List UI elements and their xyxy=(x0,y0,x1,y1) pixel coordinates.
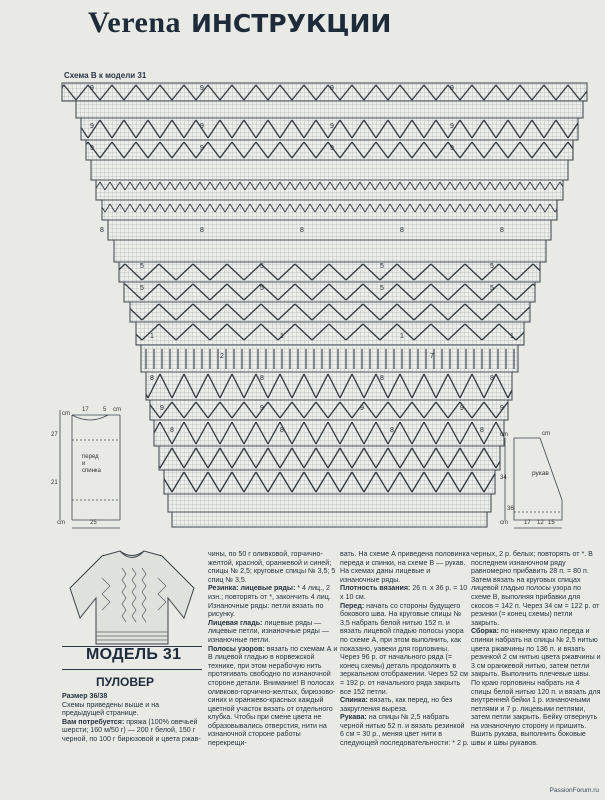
paragraph-heading: Перед: xyxy=(340,601,365,610)
band-number: 8 xyxy=(200,227,204,234)
band-number: 8 xyxy=(490,375,494,382)
band-number: 9 xyxy=(260,405,264,412)
dim-17-sleeve: 17 xyxy=(524,520,531,526)
band-number: 5 xyxy=(260,263,264,270)
band-number: 9 xyxy=(330,85,334,92)
band-number: 5 xyxy=(380,263,384,270)
band-number: 8 xyxy=(100,227,104,234)
dim-15: 15 xyxy=(548,520,555,526)
band-number: 8 xyxy=(480,427,484,434)
brand-logo: Verena xyxy=(88,6,181,39)
paragraph xyxy=(471,627,601,747)
watermark: PassionForum.ru xyxy=(549,787,599,794)
dim-12: 12 xyxy=(537,520,544,526)
dim-5: 5 xyxy=(103,407,107,413)
band-number: 8 xyxy=(150,375,154,382)
band-number: 8 xyxy=(300,227,304,234)
dim-cm-s3: cm xyxy=(500,432,508,438)
band-number: 9 xyxy=(90,85,94,92)
paragraph-heading: Рукава: xyxy=(340,713,367,722)
dim-17: 17 xyxy=(82,407,89,413)
paragraph-body: на спицы № 2,5 набрать черной нитью 52 п. и вязать резинкой 6 см = 30 р., меняя цвет нити в следующей последовательности: * 2 р. xyxy=(340,713,469,748)
dim-cm-left: cm xyxy=(57,520,65,526)
band-number: 8 xyxy=(390,427,394,434)
paragraph-body: черных, 2 р. белых; повторять от *. В последнем изнаночном ряду равномерно прибавить 28 п. = 80 п. Затем вязать на круговых спицах лицевой гладью полосы узора по схеме В, выполняя прибавки для скосов = 142 п. Через 34 см = 122 р. от резинки (= конец схемы) петли закрыть. xyxy=(471,550,600,627)
paragraph-heading: Сборка: xyxy=(471,627,499,636)
band-number: 1 xyxy=(510,333,514,340)
band-number: 8 xyxy=(400,227,404,234)
paragraph xyxy=(208,645,338,748)
band-number: 9 xyxy=(90,145,94,152)
band-number: 8 xyxy=(500,227,504,234)
paragraph xyxy=(62,701,202,718)
band-number: 5 xyxy=(490,285,494,292)
model-rule-2 xyxy=(62,669,202,670)
dim-25: 25 xyxy=(90,520,97,526)
band-number: 9 xyxy=(90,123,94,130)
schema-label: Схема В к модели 31 xyxy=(64,71,147,80)
band-number: 1 xyxy=(280,333,284,340)
band-number: 8 xyxy=(380,375,384,382)
paragraph xyxy=(208,619,338,645)
band-number: 9 xyxy=(460,405,464,412)
paragraph-body: лицевые ряды — лицевые петли, изнаночные ряды — изнаночные петли. xyxy=(208,618,329,644)
paragraph-body: пряжа (100% овечьей шерсти; 160 м/50 г) — 200 г белой, 150 г черной, по 100 г бирюзовой и цвета ржав- xyxy=(62,717,201,743)
section-title: ИНСТРУКЦИИ xyxy=(191,9,392,38)
band-number: 7 xyxy=(430,353,434,360)
paragraph xyxy=(62,692,202,701)
paragraph-body: вязать, как перед, но без закругления выреза. xyxy=(340,696,453,713)
paragraph xyxy=(208,550,338,584)
text-column-3 xyxy=(340,550,470,748)
garment-title: ПУЛОВЕР xyxy=(96,675,155,689)
band-number: 9 xyxy=(330,123,334,130)
paragraph-heading: Полосы узоров: xyxy=(208,644,265,653)
band-number: 5 xyxy=(490,263,494,270)
paragraph-heading: Плотность вязания: xyxy=(340,584,411,593)
paragraph-body: вязать по схемам А и В лицевой гладью в норвежской технике, при этом нерабочую нить протягивать свободно по изнаночной стороне детали. Внимание! В полосах оливково-горчично-желтых, бирюзово-синих и оранжево-красных каждый цветной участок вязать от отдельного клубка. Чтобы при смене цвета не образовывались отверстия, нити на изнаночной стороне работы перекрещи- xyxy=(208,644,338,748)
paragraph-body: * 4 лиц., 2 изн.; повторять от *, закончить 4 лиц. Изнаночные ряды: петли вязать по рисунку. xyxy=(208,584,331,619)
band-number: 1 xyxy=(150,333,154,340)
dim-cm-left2: cm xyxy=(62,411,70,417)
paragraph-body: 26 п. х 36 р. = 10 х 10 см. xyxy=(340,584,468,601)
sleeve-diagram xyxy=(505,438,562,528)
paragraph-heading: Спинка: xyxy=(340,696,368,705)
sleeve-label: рукав xyxy=(532,470,549,477)
band-number: 1 xyxy=(400,333,404,340)
band-number: 9 xyxy=(200,123,204,130)
paragraph xyxy=(340,584,470,601)
paragraph xyxy=(340,550,470,584)
band-number: 9 xyxy=(500,405,504,412)
paragraph-body: Схемы приведены выше и на предыдущей странице. xyxy=(62,700,160,718)
band-number: 9 xyxy=(200,85,204,92)
band-number: 9 xyxy=(450,85,454,92)
band-number: 9 xyxy=(330,145,334,152)
front-back-label: перед и спинка xyxy=(82,454,102,474)
text-column-4 xyxy=(471,550,601,748)
dim-36: 36 xyxy=(507,506,514,512)
paragraph xyxy=(340,696,470,713)
paragraph xyxy=(340,713,470,747)
band-number: 5 xyxy=(140,285,144,292)
dim-34: 34 xyxy=(500,475,507,481)
band-number: 2 xyxy=(220,353,224,360)
dim-cm-top: cm xyxy=(113,407,121,413)
band-number: 9 xyxy=(360,405,364,412)
paragraph-body: по нижнему краю переда и спинки набрать на спицы № 2,5 нитью цвета ржавчины по 136 п. и вязать резинкой 2 см нитью цвета ржавчины и 3 см оранжевой нитью, затем петли закрыть. Выполнить плечевые швы. По краю горловины набрать на 4 спицы белой нитью 120 п. и вязать для внутренней бейки 1 р. изнаночными петлями и 7 р. лицевыми петлями, затем петли закрыть. Бейку отвернуть на изнаночную сторону и пришить. Вшить рукава, выполнить боковые швы и швы рукавов. xyxy=(471,627,601,748)
paragraph-heading: Лицевая гладь: xyxy=(208,618,263,627)
paragraph-body: чины, по 50 г оливковой, горчично-желтой, красной, оранжевой и синей; спицы № 2,5; круговые спицы № 3,5; 5 спиц № 3,5. xyxy=(208,550,336,584)
band-number: 8 xyxy=(280,427,284,434)
paragraph xyxy=(62,718,202,744)
band-number: 8 xyxy=(170,427,174,434)
dim-21: 21 xyxy=(51,480,58,486)
paragraph-heading: Вам потребуется: xyxy=(62,717,125,726)
paragraph-body: вать. На схеме А приведена половинка переда и спинки, на схеме В — рукав. На схемах даны лицевые и изнаночные ряды. xyxy=(340,550,470,584)
band-number: 5 xyxy=(140,263,144,270)
paragraph xyxy=(208,584,338,618)
band-number: 5 xyxy=(260,285,264,292)
paragraph xyxy=(340,602,470,697)
dim-cm-s2: cm xyxy=(542,431,550,437)
model-title: МОДЕЛЬ 31 xyxy=(86,646,182,663)
dim-cm-s1: cm xyxy=(500,520,508,526)
band-number: 9 xyxy=(160,405,164,412)
band-number: 9 xyxy=(450,145,454,152)
paragraph-heading: Размер 36/38 xyxy=(62,692,108,700)
text-column-2 xyxy=(208,550,338,748)
band-number: 8 xyxy=(260,375,264,382)
sweater-illustration xyxy=(62,548,202,648)
band-number: 9 xyxy=(450,123,454,130)
paragraph-heading: Резинка: лицевые ряды: xyxy=(208,584,296,593)
band-number: 9 xyxy=(200,145,204,152)
band-number: 5 xyxy=(380,285,384,292)
dim-27: 27 xyxy=(51,432,58,438)
paragraph xyxy=(471,550,601,627)
paragraph-body: начать со стороны будущего бокового шва. На круговые спицы № 3,5 набрать белой нитью 152 п. и вязать лицевой гладью полосы узора по схеме А, при этом выполнить, как показано, уавеки для горловины. Через 96 р. от начального ряда (= конец схемы) деталь продолжить в зеркальном отображении. Через 52 см = 192 р. от начального ряда закрыть все 152 петли. xyxy=(340,601,469,696)
text-column-1 xyxy=(62,692,202,744)
